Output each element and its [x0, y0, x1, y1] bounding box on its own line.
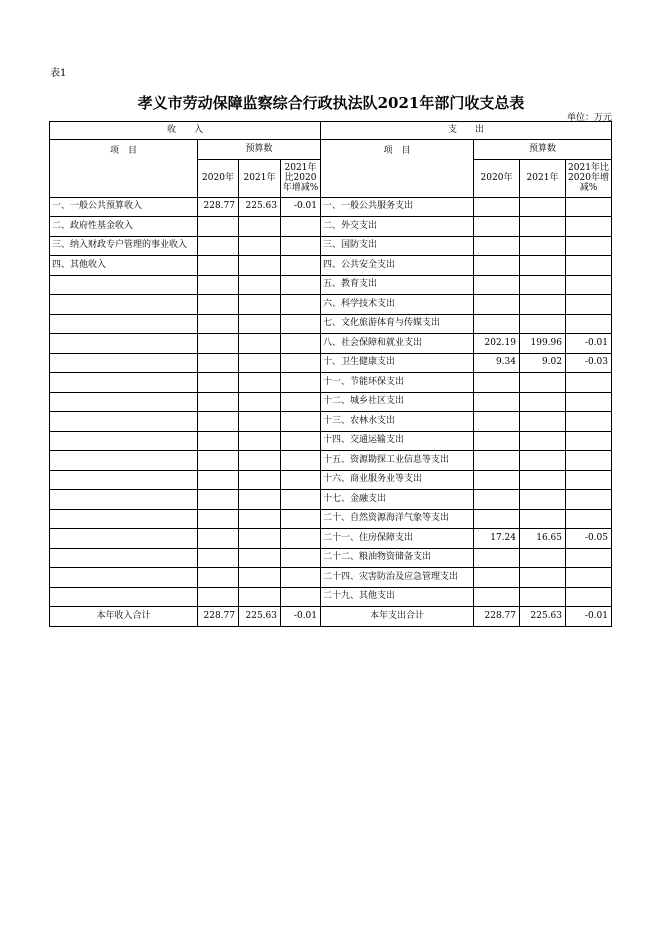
income-2020-value — [198, 236, 239, 256]
income-change-value — [281, 431, 321, 451]
income-2021-value — [239, 490, 281, 510]
income-item-name — [50, 548, 198, 568]
expense-2020-value — [474, 568, 520, 588]
income-2020-value — [198, 431, 239, 451]
expense-change-value — [566, 509, 612, 529]
income-2021-value — [239, 256, 281, 276]
expense-item-name: 一、一般公共服务支出 — [321, 197, 474, 217]
expense-2020-value — [474, 197, 520, 217]
expense-change-value — [566, 431, 612, 451]
income-2020-value — [198, 295, 239, 315]
expense-change-value — [566, 587, 612, 607]
income-2020-value — [198, 275, 239, 295]
income-2021-value — [239, 334, 281, 354]
income-2021-value — [239, 236, 281, 256]
income-item-name — [50, 587, 198, 607]
expense-2020-value — [474, 548, 520, 568]
income-change-value — [281, 490, 321, 510]
income-item-name — [50, 529, 198, 549]
income-change-value — [281, 529, 321, 549]
expense-item-header: 项 目 — [321, 140, 474, 198]
expense-item-name: 六、科学技术支出 — [321, 295, 474, 315]
income-2021-value — [239, 587, 281, 607]
expense-item-name: 二十四、灾害防治及应急管理支出 — [321, 568, 474, 588]
income-change-value — [281, 275, 321, 295]
expense-change-value: -0.01 — [566, 334, 612, 354]
income-2020-value — [198, 314, 239, 334]
expense-item-name: 三、国防支出 — [321, 236, 474, 256]
income-2021-value — [239, 217, 281, 237]
income-change-value — [281, 295, 321, 315]
income-change-value — [281, 373, 321, 393]
table-row — [50, 568, 612, 588]
expense-item-name: 十、卫生健康支出 — [321, 353, 474, 373]
expense-item-name: 八、社会保障和就业支出 — [321, 334, 474, 354]
expense-2020-value — [474, 470, 520, 490]
income-total-label: 本年收入合计 — [50, 607, 198, 627]
income-2021-value — [239, 470, 281, 490]
income-2021-value — [239, 314, 281, 334]
expense-2021-value — [520, 236, 566, 256]
expense-change-value — [566, 256, 612, 276]
expense-2021-value — [520, 392, 566, 412]
table-row — [50, 197, 612, 217]
expense-2020-value: 17.24 — [474, 529, 520, 549]
table-row — [50, 431, 612, 451]
income-change-value — [281, 314, 321, 334]
expense-2021-value — [520, 412, 566, 432]
expense-2020-value — [474, 236, 520, 256]
income-item-name: 二、政府性基金收入 — [50, 217, 198, 237]
income-item-name — [50, 470, 198, 490]
table-row — [50, 548, 612, 568]
table-row — [50, 392, 612, 412]
expense-change-value — [566, 470, 612, 490]
expense-item-name: 十七、金融支出 — [321, 490, 474, 510]
income-2020-value — [198, 509, 239, 529]
expense-2021-value — [520, 568, 566, 588]
income-change-value — [281, 217, 321, 237]
expense-change-value — [566, 568, 612, 588]
expense-item-name: 五、教育支出 — [321, 275, 474, 295]
income-2020-value: 228.77 — [198, 197, 239, 217]
income-item-name — [50, 431, 198, 451]
income-2020-value — [198, 451, 239, 471]
income-change-value — [281, 568, 321, 588]
expense-2021-value — [520, 548, 566, 568]
income-item-name — [50, 334, 198, 354]
income-change-value — [281, 470, 321, 490]
expense-2021-value — [520, 295, 566, 315]
expense-2021-value — [520, 275, 566, 295]
expense-2020-value: 9.34 — [474, 353, 520, 373]
income-item-name — [50, 392, 198, 412]
income-2020-value — [198, 470, 239, 490]
income-item-name: 四、其他收入 — [50, 256, 198, 276]
table-row — [50, 256, 612, 276]
income-2020-value — [198, 334, 239, 354]
expense-change-value — [566, 217, 612, 237]
income-item-name — [50, 373, 198, 393]
income-item-name — [50, 353, 198, 373]
income-change-value — [281, 509, 321, 529]
income-change-value — [281, 548, 321, 568]
income-2021-value — [239, 509, 281, 529]
income-item-name — [50, 412, 198, 432]
income-2021-value — [239, 412, 281, 432]
expense-2020-value — [474, 295, 520, 315]
expense-2020-value — [474, 373, 520, 393]
income-2020-value — [198, 353, 239, 373]
income-item-name — [50, 314, 198, 334]
expense-2020-value — [474, 509, 520, 529]
income-2021-value — [239, 353, 281, 373]
expense-item-name: 二十二、粮油物资储备支出 — [321, 548, 474, 568]
income-total-2020: 228.77 — [198, 607, 239, 627]
expense-change-value — [566, 490, 612, 510]
expense-2021-value — [520, 490, 566, 510]
expense-2020-value — [474, 256, 520, 276]
income-item-header: 项 目 — [50, 140, 198, 198]
income-item-name — [50, 295, 198, 315]
expense-2020-value — [474, 431, 520, 451]
expense-item-name: 二十一、住房保障支出 — [321, 529, 474, 549]
expense-change-value — [566, 412, 612, 432]
income-2020-value — [198, 587, 239, 607]
expense-total-2020: 228.77 — [474, 607, 520, 627]
expense-2020-value — [474, 451, 520, 471]
income-2020-value — [198, 217, 239, 237]
expense-item-name: 十五、资源勘探工业信息等支出 — [321, 451, 474, 471]
unit-label: 单位：万元 — [566, 113, 612, 123]
income-2021-value — [239, 568, 281, 588]
expense-change-value: -0.03 — [566, 353, 612, 373]
table-row — [50, 451, 612, 471]
expense-2021-value — [520, 217, 566, 237]
expense-2021-value — [520, 314, 566, 334]
budget-summary-table — [49, 121, 612, 627]
expense-2021-value — [520, 587, 566, 607]
income-2020-value — [198, 568, 239, 588]
table-row — [50, 334, 612, 354]
expense-item-name: 十一、节能环保支出 — [321, 373, 474, 393]
income-total-change: -0.01 — [281, 607, 321, 627]
expense-item-name: 七、文化旅游体育与传媒支出 — [321, 314, 474, 334]
expense-total-2021: 225.63 — [520, 607, 566, 627]
expense-item-name: 二十、自然资源海洋气象等支出 — [321, 509, 474, 529]
table-row — [50, 236, 612, 256]
income-2021-value — [239, 548, 281, 568]
expense-2021-value — [520, 373, 566, 393]
expense-change-value — [566, 314, 612, 334]
income-2020-value — [198, 256, 239, 276]
expense-change-header: 2021年比2020年增减% — [566, 159, 612, 197]
totals-row — [50, 607, 612, 627]
expense-item-name: 十四、交通运输支出 — [321, 431, 474, 451]
table-row — [50, 509, 612, 529]
table-row — [50, 353, 612, 373]
income-item-name — [50, 451, 198, 471]
income-change-value — [281, 451, 321, 471]
income-budget-header: 预算数 — [198, 140, 321, 160]
income-change-value — [281, 353, 321, 373]
income-total-2021: 225.63 — [239, 607, 281, 627]
income-item-name — [50, 275, 198, 295]
table-row — [50, 490, 612, 510]
expense-2020-value: 202.19 — [474, 334, 520, 354]
income-change-header: 2021年比2020年增减% — [281, 159, 321, 197]
income-item-name: 三、纳入财政专户管理的事业收入 — [50, 236, 198, 256]
income-2021-value — [239, 295, 281, 315]
income-2020-value — [198, 412, 239, 432]
expense-change-value — [566, 295, 612, 315]
table-row — [50, 529, 612, 549]
income-2020-value — [198, 392, 239, 412]
income-change-value — [281, 334, 321, 354]
page-title: 孝义市劳动保障监察综合行政执法队2021年部门收支总表 — [137, 94, 525, 112]
income-change-value: -0.01 — [281, 197, 321, 217]
expense-2021-value — [520, 470, 566, 490]
income-2021-value — [239, 529, 281, 549]
table-row — [50, 470, 612, 490]
income-item-name — [50, 568, 198, 588]
expense-change-value — [566, 451, 612, 471]
income-item-name: 一、一般公共预算收入 — [50, 197, 198, 217]
expense-change-value — [566, 392, 612, 412]
expense-item-name: 四、公共安全支出 — [321, 256, 474, 276]
income-change-value — [281, 236, 321, 256]
income-2020-value — [198, 373, 239, 393]
expense-2021-header: 2021年 — [520, 159, 566, 197]
expense-2020-value — [474, 217, 520, 237]
expense-2021-value: 16.65 — [520, 529, 566, 549]
expense-change-value — [566, 373, 612, 393]
expense-2020-value — [474, 490, 520, 510]
income-2020-value — [198, 548, 239, 568]
expense-total-change: -0.01 — [566, 607, 612, 627]
expense-2020-value — [474, 392, 520, 412]
income-change-value — [281, 587, 321, 607]
income-header: 收 入 — [50, 122, 321, 140]
table-number: 表1 — [50, 68, 67, 79]
income-2021-value: 225.63 — [239, 197, 281, 217]
expense-2020-value — [474, 275, 520, 295]
expense-2021-value — [520, 256, 566, 276]
expense-change-value — [566, 275, 612, 295]
expense-item-name: 十三、农林水支出 — [321, 412, 474, 432]
expense-change-value — [566, 548, 612, 568]
expense-change-value — [566, 197, 612, 217]
income-2020-value — [198, 490, 239, 510]
expense-change-value — [566, 236, 612, 256]
income-2021-value — [239, 392, 281, 412]
income-2020-header: 2020年 — [198, 159, 239, 197]
expense-2021-value — [520, 197, 566, 217]
expense-budget-header: 预算数 — [474, 140, 612, 160]
expense-total-label: 本年支出合计 — [321, 607, 474, 627]
income-2020-value — [198, 529, 239, 549]
expense-2021-value — [520, 451, 566, 471]
table-row — [50, 412, 612, 432]
income-2021-value — [239, 431, 281, 451]
expense-item-name: 十六、商业服务业等支出 — [321, 470, 474, 490]
income-2021-value — [239, 275, 281, 295]
table-row — [50, 587, 612, 607]
expense-2020-value — [474, 412, 520, 432]
income-2021-value — [239, 373, 281, 393]
income-2021-value — [239, 451, 281, 471]
income-item-name — [50, 509, 198, 529]
expense-2020-value — [474, 314, 520, 334]
income-change-value — [281, 392, 321, 412]
expense-2021-value — [520, 509, 566, 529]
expense-header: 支 出 — [321, 122, 612, 140]
expense-item-name: 二十九、其他支出 — [321, 587, 474, 607]
expense-item-name: 十二、城乡社区支出 — [321, 392, 474, 412]
income-item-name — [50, 490, 198, 510]
expense-2021-value — [520, 431, 566, 451]
table-row — [50, 314, 612, 334]
expense-2021-value: 199.96 — [520, 334, 566, 354]
table-row — [50, 275, 612, 295]
expense-2020-value — [474, 587, 520, 607]
income-2021-header: 2021年 — [239, 159, 281, 197]
table-row — [50, 373, 612, 393]
expense-2021-value: 9.02 — [520, 353, 566, 373]
expense-item-name: 二、外交支出 — [321, 217, 474, 237]
income-change-value — [281, 412, 321, 432]
expense-2020-header: 2020年 — [474, 159, 520, 197]
table-row — [50, 295, 612, 315]
income-change-value — [281, 256, 321, 276]
expense-change-value: -0.05 — [566, 529, 612, 549]
table-row — [50, 217, 612, 237]
